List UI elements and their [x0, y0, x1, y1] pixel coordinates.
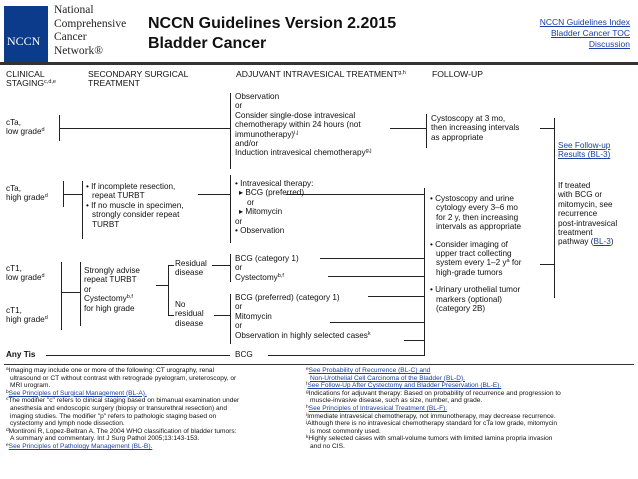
- footnote-line: [306, 405, 561, 413]
- stage-text: cTa,: [6, 118, 22, 127]
- col-label: STAGING: [6, 78, 45, 89]
- stage-text: cT1,: [6, 306, 22, 315]
- col-secondary-surgical: [88, 70, 188, 89]
- results-text: with BCG or: [558, 190, 603, 200]
- surgical-text: repeat TURBT: [92, 191, 145, 201]
- connector: [540, 264, 554, 265]
- footnote-marker: j: [306, 420, 308, 426]
- col-clinical-staging: [6, 70, 56, 89]
- connector: [212, 265, 230, 266]
- footnote-divider: [4, 364, 634, 365]
- footnotes-right: [306, 367, 561, 451]
- footnote-line: [6, 413, 239, 421]
- followup-text: system every 1–2 y: [436, 258, 507, 268]
- col-adjuvant: [236, 70, 406, 79]
- stage-ct1-high: [6, 306, 48, 325]
- connector: [230, 175, 231, 243]
- connector: [328, 276, 424, 277]
- surgical-text: or: [84, 284, 92, 294]
- header-divider: [0, 62, 638, 65]
- connector: [198, 194, 230, 195]
- bracket: [80, 262, 81, 326]
- bracket: [61, 262, 62, 330]
- adjuvant-no-residual: [235, 293, 371, 340]
- followup-text: then increasing intervals: [431, 123, 520, 133]
- nav-discussion-link[interactable]: Discussion: [588, 39, 630, 49]
- followup-text: Cystoscopy at 3 mo,: [431, 114, 506, 123]
- footnote-line: [6, 435, 239, 443]
- footnotes-left: [6, 367, 239, 451]
- page-title: [148, 14, 396, 54]
- surgical-text: • If no muscle in specimen,: [86, 200, 184, 210]
- footnote-text: Highly selected cases with small-volume tumors with limited lamina propria invasion: [308, 435, 553, 443]
- adjuvant-text: or: [235, 321, 243, 331]
- stage-any-tis: [6, 350, 35, 359]
- footnote-line: [306, 435, 561, 443]
- stage-cta-high: [6, 184, 48, 203]
- footnote-marker: e: [306, 367, 309, 372]
- see-followup-results: [558, 141, 610, 160]
- followup-text: • Cystoscopy and urine: [430, 194, 514, 203]
- footnote-marker: e: [6, 442, 9, 448]
- stage-text: Any Tis: [6, 350, 36, 359]
- adjuvant-residual: [235, 254, 299, 282]
- followup-text: high-grade tumors: [436, 267, 503, 277]
- connector: [64, 194, 82, 195]
- followup-text: for: [511, 258, 522, 268]
- connector: [156, 285, 168, 286]
- footnote-line: [6, 420, 239, 428]
- surgical-text: Cystectomy: [84, 294, 127, 304]
- footnote-text: Imaging may include one or more of the following: CT urography, renal: [8, 367, 215, 374]
- adjuvant-text: • Observation: [235, 226, 285, 236]
- footnote-line: [6, 443, 239, 451]
- footnote-text: ultrasound or CT without contrast with retrograde pyelogram, ureteroscopy, or: [10, 374, 237, 382]
- followup-cta-low: [431, 114, 519, 142]
- footnote-link[interactable]: Non-Urothelial Cell Carcinoma of the Bladder (BL-D).: [310, 374, 466, 382]
- col-label: CLINICAL: [6, 69, 45, 79]
- footnote-ref: g,h: [398, 70, 406, 76]
- results-text: ): [610, 237, 614, 247]
- adjuvant-text: or: [235, 216, 243, 226]
- residual-disease: [175, 259, 207, 278]
- footnote-text: Indications for adjuvant therapy: Based on probability of recurrence and progression to: [308, 389, 561, 397]
- surgical-text: TURBT: [92, 219, 120, 229]
- adjuvant-text: • Intravesical therapy:: [235, 179, 314, 188]
- footnote-marker: c: [6, 397, 9, 403]
- nccn-logo: [4, 6, 48, 64]
- adjuvant-text: Observation in highly selected cases: [235, 330, 368, 340]
- footnote-link[interactable]: See Follow-Up After Cystectomy and Bladder Preservation (BL-E).: [307, 382, 502, 390]
- surgical-text: Strongly advise: [84, 266, 140, 275]
- logo-text: [54, 4, 126, 58]
- connector: [320, 258, 424, 259]
- results-text: treatment: [558, 228, 593, 238]
- connector: [554, 118, 555, 298]
- footnote-line: [306, 390, 561, 398]
- footnote-ref: c,d,e: [44, 79, 56, 86]
- results-text: mitomycin, see: [558, 199, 613, 209]
- adjuvant-text: Consider single-dose intravesical: [235, 110, 356, 120]
- logo-line: Cancer: [54, 31, 87, 43]
- footnote-marker: d: [6, 427, 9, 433]
- surgical-text: • If incomplete resection,: [86, 182, 176, 191]
- adjuvant-text: chemotherapy within 24 hours (not: [235, 120, 361, 130]
- footnote-marker: k: [306, 435, 309, 441]
- stage-text: high grade: [6, 315, 45, 325]
- footnote-ref: a: [506, 258, 510, 265]
- footnote-marker: h: [306, 404, 309, 410]
- footnote-line: [306, 420, 561, 428]
- footnote-text: Although there is no intravesical chemotherapy standard for cTa low grade, mitomycin: [307, 420, 558, 428]
- adjuvant-text: BCG (preferred) (category 1): [235, 293, 340, 302]
- footnote-line: [6, 428, 239, 436]
- nav-links: [540, 17, 630, 50]
- adjuvant-text: or: [235, 101, 243, 111]
- footnote-marker: g: [306, 389, 309, 395]
- footnote-text: MRI urogram.: [10, 382, 51, 390]
- stage-ct1-low: [6, 264, 45, 283]
- residual-text: residual: [175, 309, 204, 319]
- footnote-line: [306, 367, 561, 375]
- footnote-link[interactable]: See Principles of Pathology Management (BL-B).: [8, 442, 153, 450]
- followup-text: intervals as appropriate: [436, 222, 522, 232]
- connector: [46, 355, 230, 356]
- followup-text: • Consider imaging of: [430, 239, 508, 249]
- logo-line: Network®: [54, 44, 103, 57]
- connector: [426, 114, 427, 148]
- adjuvant-text: or: [247, 197, 255, 207]
- nav-index-link[interactable]: NCCN Guidelines Index: [539, 17, 630, 27]
- footnote-line: [6, 367, 239, 375]
- residual-text: disease: [175, 268, 204, 278]
- title-version: NCCN Guidelines Version 2.2015: [148, 15, 397, 32]
- footnote-link[interactable]: See Probability of Recurrence (BL-C) and: [308, 367, 431, 374]
- logo-line: Comprehensive: [54, 17, 127, 30]
- adjuvant-text: BCG: [235, 350, 253, 359]
- footnote-link[interactable]: See Principles of Intravesical Treatment (BL-F).: [308, 404, 448, 412]
- nav-toc-link[interactable]: Bladder Cancer TOC: [550, 28, 630, 38]
- footnote-line: [6, 375, 239, 383]
- footnote-ref: k: [367, 330, 371, 337]
- stage-text: high grade: [6, 193, 45, 203]
- connector: [368, 296, 424, 297]
- followup-text: • Urinary urothelial tumor: [430, 285, 521, 295]
- footnote-ref: i,j: [294, 129, 299, 136]
- results-text: post-intravesical: [558, 218, 618, 228]
- adjuvant-text: ▸ BCG (preferred): [239, 188, 305, 198]
- col-label: ADJUVANT INTRAVESICAL TREATMENT: [236, 69, 399, 79]
- footnote-text: Montironi R, Lopez-Beltran A. The 2004 WHO classification of bladder tumors:: [8, 427, 237, 435]
- footnote-ref: d: [44, 315, 48, 322]
- connector: [214, 315, 230, 316]
- connector: [168, 315, 174, 316]
- adjuvant-text: or: [235, 263, 243, 273]
- footnote-text: anesthesia and endoscopic surgery (biopsy or transurethral resection) and: [10, 404, 227, 412]
- title-disease: Bladder Cancer: [148, 35, 267, 52]
- footnote-text: and no CIS.: [310, 442, 345, 450]
- footnote-text: is most commonly used.: [310, 427, 381, 435]
- footnote-text: Immediate intravesical chemotherapy, not immunotherapy, may decrease recurrence.: [307, 412, 556, 420]
- logo-line: National: [54, 4, 94, 16]
- adjuvant-text: or: [235, 302, 243, 312]
- connector: [404, 340, 424, 341]
- followup-text: cytology every 3–6 mo: [436, 203, 518, 213]
- connector: [268, 355, 424, 356]
- stage-text: low grade: [6, 127, 42, 137]
- col-label: TREATMENT: [88, 78, 140, 89]
- followup-text: for 2 y, then increasing: [436, 212, 519, 222]
- connector: [230, 93, 231, 169]
- connector: [230, 294, 231, 344]
- footnote-ref: d: [41, 273, 45, 280]
- connector: [230, 254, 231, 282]
- footnote-line: [306, 397, 561, 405]
- residual-text: disease: [175, 318, 204, 328]
- no-residual-disease: [175, 300, 204, 328]
- adjuvant-cta-low: [235, 92, 371, 158]
- stage-text: low grade: [6, 273, 42, 283]
- residual-text: No: [175, 300, 186, 309]
- footnote-ref: g,j: [365, 148, 372, 155]
- surgical-ct1: [84, 266, 140, 313]
- logo-mark: NCCN: [7, 34, 41, 48]
- followup-results-link[interactable]: See Follow-up: [558, 141, 611, 150]
- footnote-ref: d: [44, 193, 48, 200]
- footnote-line: [6, 382, 239, 390]
- adjuvant-text: and/or: [235, 139, 259, 149]
- footnote-line: [306, 382, 561, 390]
- followup-text: (category 2B): [436, 304, 486, 314]
- footnote-ref: b,f: [126, 294, 133, 301]
- connector: [62, 292, 80, 293]
- recurrence-pathway-link[interactable]: BL-3: [593, 237, 611, 247]
- followup-text: as appropriate: [431, 132, 484, 142]
- adjuvant-text: Observation: [235, 92, 280, 101]
- footnote-text: imaging studies. The modifier "p" refers to pathologic staging based on: [10, 412, 217, 420]
- adjuvant-text: immunotherapy): [235, 129, 295, 139]
- residual-text: Residual: [175, 259, 207, 268]
- footnote-marker: b: [6, 389, 9, 395]
- followup-text: markers (optional): [436, 294, 502, 304]
- surgical-text: for high grade: [84, 303, 135, 313]
- results-text: pathway (: [558, 237, 594, 247]
- results-text: If treated: [558, 181, 591, 190]
- footnote-link[interactable]: See Principles of Surgical Management (BL-A).: [8, 389, 147, 397]
- footnote-marker: f: [306, 382, 308, 388]
- surgical-text: repeat TURBT: [84, 275, 137, 285]
- adjuvant-tis: [235, 350, 253, 359]
- col-label: FOLLOW-UP: [432, 69, 483, 79]
- results-text: recurrence: [558, 209, 598, 219]
- footnote-line: [6, 405, 239, 413]
- stage-cta-low: [6, 118, 45, 137]
- bracket: [424, 188, 425, 356]
- connector: [168, 265, 174, 266]
- footnote-line: [6, 390, 239, 398]
- connector: [60, 128, 230, 129]
- followup-results-link[interactable]: Results (BL-3): [558, 150, 611, 160]
- followup-others: [430, 194, 521, 313]
- connector: [540, 128, 554, 129]
- adjuvant-text: BCG (category 1): [235, 254, 299, 263]
- col-followup: [432, 70, 483, 79]
- adjuvant-text: ▸ Mitomycin: [239, 207, 283, 217]
- connector: [168, 265, 169, 315]
- adjuvant-text: Cystectomy: [235, 272, 278, 282]
- surgical-cta-high: [86, 182, 184, 229]
- bracket: [82, 181, 83, 239]
- footnote-ref: b,f: [277, 272, 284, 279]
- footnote-marker: i: [306, 412, 308, 418]
- footnote-text: The modifier "c" refers to clinical staging based on bimanual examination under: [8, 397, 240, 405]
- stage-text: cT1,: [6, 264, 22, 273]
- footnote-line: [306, 443, 561, 451]
- adjuvant-cta-high: [235, 179, 313, 235]
- footnote-marker: a: [6, 367, 9, 372]
- footnote-line: [6, 397, 239, 405]
- stage-text: cTa,: [6, 184, 22, 193]
- footnote-text: muscle-invasive disease, such as size, number, and grade.: [310, 397, 483, 405]
- footnote-text: A summary and commentary. Int J Surg Pathol 2005;13:143-153.: [10, 435, 200, 443]
- adjuvant-text: Induction intravesical chemotherapy: [235, 148, 366, 158]
- followup-text: upper tract collecting: [436, 249, 512, 259]
- connector: [390, 128, 426, 129]
- treated-recurrence: [558, 181, 617, 247]
- adjuvant-text: Mitomycin: [235, 311, 272, 321]
- col-label: SECONDARY SURGICAL: [88, 69, 189, 79]
- footnote-ref: d: [41, 127, 45, 134]
- footnote-text: cystectomy and lymph node dissection.: [10, 420, 125, 428]
- surgical-text: strongly consider repeat: [92, 210, 180, 220]
